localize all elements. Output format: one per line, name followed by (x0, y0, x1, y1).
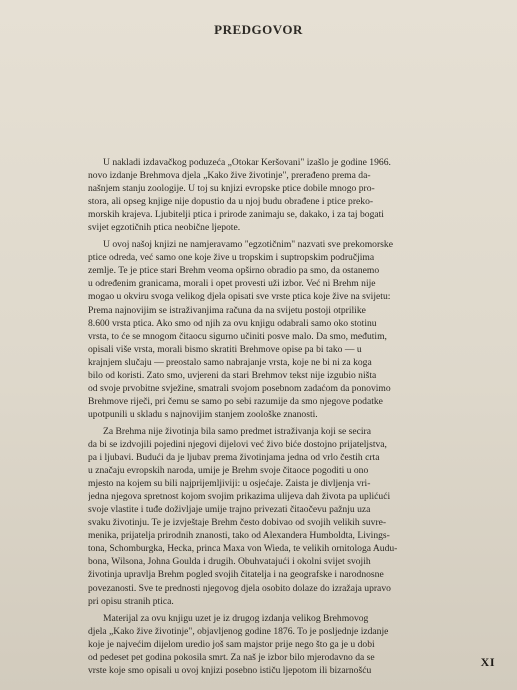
text-line: Materijal za ovu knjigu uzet je iz drugog izdanja velikog Brehmovog (103, 612, 369, 624)
text-line: našnjem stanju zoologije. U toj su knjizi evropske ptice dobile mnogo pro- (88, 183, 375, 195)
text-line: novo izdanje Brehmova djela „Kako žive životinje", prerađeno prema da- (88, 170, 371, 182)
page-number: XI (480, 655, 495, 669)
text-line: tona, Schomburgka, Hecka, princa Maxa von Wieda, te velikih ornitologa Audu- (88, 543, 398, 555)
text-line: pri opisu stranih ptica. (88, 595, 174, 607)
text-line: Brehmove riječi, pri čemu se samo po sebi razumije da smo njegove podatke (88, 395, 383, 407)
text-line: svoje vlastite i tuđe doživljaje umije trajno privezati čitaočevu pažnju uza (88, 504, 371, 516)
text-line: Prema najnovijim se istraživanjima računa da na svijetu postoji otprilike (88, 304, 366, 316)
text-line: ptice odreda, već samo one koje žive u tropskim i suptropskim područjima (88, 252, 375, 264)
text-line: Za Brehma nije životinja bila samo predmet istraživanja koji se secira (103, 425, 371, 437)
text-line: bilo od koristi. Zato smo, uvjereni da stari Brehmov tekst nije izgubio ništa (88, 369, 377, 381)
text-line: krajnjem slučaju — preostalo samo nabrajanje vrsta, koje ne bi ni za koga (88, 356, 372, 368)
body-text (88, 156, 469, 677)
text-line: od pedeset pet godina pokosila smrt. Za naš je izbor bilo mjerodavno da se (88, 651, 375, 663)
page-heading: PREDGOVOR (214, 22, 303, 37)
text-line: mogao u okviru svoga velikog djela opisati sve vrste ptica koje žive na svijetu: (88, 291, 391, 303)
text-line: 8.600 vrsta ptica. Ako smo od njih za ovu knjigu odabrali samo oko stotinu (88, 317, 377, 329)
text-line: da bi se izdvojili pojedini njegovi dijelovi već živo biće dostojno prijateljstva, (88, 438, 387, 450)
text-line: opisali više vrsta, morali bismo skratiti Brehmove opise pa bi tako — u (88, 343, 362, 355)
text-line: djela „Kako žive životinje", objavljenog godine 1876. To je posljednje izdanje (88, 625, 389, 637)
text-line: vrste koje smo opisali u ovoj knjizi posebno ističu ljepotom ili bizarnošću (88, 664, 372, 676)
text-line: menika, prijatelja prirodnih znanosti, tako od Alexandera Humboldta, Livings- (88, 530, 390, 542)
text-line: povezanosti. Sve te prednosti njegovog djela osobito dolaze do izražaja upravo (88, 582, 391, 594)
text-line: U ovoj našoj knjizi ne namjeravamo "egzotičnim" nazvati sve prekomorske (103, 239, 393, 251)
text-line: zemlje. Te je ptice stari Brehm veoma opširno obradio pa smo, da ostanemo (88, 265, 380, 277)
text-line: stora, ali opseg knjige nije dopustio da u njoj budu obrađene i ptice preko- (88, 196, 374, 208)
text-line: bona, Wilsona, Johna Goulda i drugih. Obuhvatajući i okolni svijet svojih (88, 556, 371, 568)
paragraph (88, 238, 469, 421)
text-line: svaku životinju. Te je izvještaje Brehm često dobivao od svojih velikih suvre- (88, 517, 387, 529)
text-line: životinja upravlja Brehm pogled svojih čitatelja i na geografske i narodnosne (88, 569, 384, 581)
paragraph (88, 425, 469, 608)
text-line: u određenim granicama, morali i opet provesti uži izbor. Već ni Brehm nije (88, 278, 376, 290)
paragraph (88, 612, 469, 677)
text-line: u značaju evropskih naroda, umije je Brehm svoje čitaoce pogoditi u ono (88, 465, 369, 477)
text-line: jedna njegova spretnost kojom svojim prikazima ulijeva dah života pa uplićući (88, 491, 391, 503)
text-line: upotpunili u skladu s najnovijim stanjem zoološke znanosti. (88, 408, 318, 420)
text-line: mjesto na kojem su bili najprijemljiviji: u osjećaje. Zaista je divljenja vri- (88, 478, 371, 490)
paragraph (88, 156, 469, 234)
text-line: svijet egzotičnih ptica neobične ljepote. (88, 222, 241, 234)
text-line: morskih krajeva. Ljubitelji ptica i prirode zanimaju se, dakako, i za taj bogati (88, 209, 384, 221)
text-line: pa i ljubavi. Budući da je ljubav prema životinjama jedna od vrlo čestih crta (88, 452, 380, 464)
text-line: U nakladi izdavačkog poduzeća „Otokar Keršovani" izašlo je godine 1966. (103, 157, 391, 168)
text-line: koje je najvećim dijelom uredio još sam majstor prije nego što ga je u dobi (88, 638, 375, 650)
text-line: od svoje prvobitne svježine, smatrali svojom posebnom zadaćom da ponovimo (88, 382, 391, 394)
text-line: vrsta, to će se mnogom čitaocu sigurno učiniti posve malo. Da smo, međutim, (88, 330, 387, 342)
